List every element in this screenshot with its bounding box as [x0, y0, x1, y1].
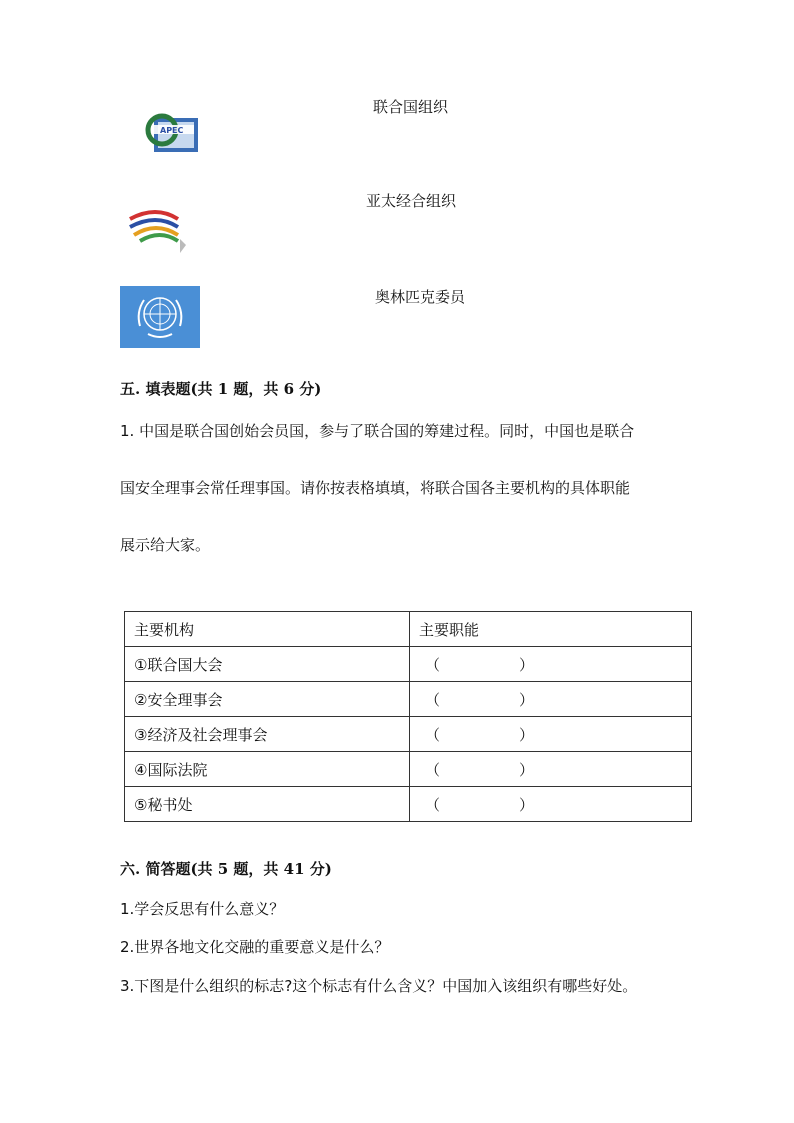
section5-title: 五. 填表题(共 1 题，共 6 分) — [120, 380, 322, 398]
table-header-row — [125, 612, 692, 647]
table-cell-blank[interactable] — [410, 752, 692, 787]
apec-logo-image — [140, 110, 198, 152]
blank-open-paren: （ — [425, 725, 441, 744]
section6-question-2: 2.世界各地文化交融的重要意义是什么？ — [120, 938, 390, 956]
blank-close-paren: ） — [519, 655, 535, 674]
section6-question-3: 3.下图是什么组织的标志?这个标志有什么含义？中国加入该组织有哪些好处。 — [120, 977, 638, 995]
wto-logo — [126, 203, 190, 255]
table-cell-org: ①联合国大会 — [125, 647, 410, 682]
blank-close-paren: ） — [519, 760, 535, 779]
match-label-1: 联合国组织 — [373, 98, 449, 116]
un-emblem-image — [120, 286, 200, 348]
table-cell-org: ④国际法院 — [125, 752, 410, 787]
blank-open-paren: （ — [425, 655, 441, 674]
table-cell-org: ②安全理事会 — [125, 682, 410, 717]
un-emblem — [120, 286, 200, 348]
blank-close-paren: ） — [519, 690, 535, 709]
table-row — [125, 787, 692, 822]
section5-question-line-3: 展示给大家。 — [120, 536, 211, 554]
table-cell-org: ⑤秘书处 — [125, 787, 410, 822]
section5-question-line-1: 1. 中国是联合国创始会员国，参与了联合国的筹建过程。同时，中国也是联合 — [120, 422, 635, 440]
blank-open-paren: （ — [425, 795, 441, 814]
section6-title: 六. 简答题(共 5 题，共 41 分) — [120, 860, 332, 878]
match-label-2: 亚太经合组织 — [366, 192, 457, 210]
table-row — [125, 717, 692, 752]
table-cell-blank[interactable] — [410, 647, 692, 682]
section5-question-line-2: 国安全理事会常任理事国。请你按表格填填，将联合国各主要机构的具体职能 — [120, 479, 631, 497]
apec-logo — [140, 110, 198, 152]
table-row — [125, 647, 692, 682]
table-row — [125, 682, 692, 717]
apec-logo-text: APEC — [160, 126, 184, 135]
section6-question-1: 1.学会反思有什么意义？ — [120, 900, 285, 918]
functions-table — [124, 611, 692, 822]
table-row — [125, 752, 692, 787]
table-header-function: 主要职能 — [410, 612, 692, 647]
table-cell-org: ③经济及社会理事会 — [125, 717, 410, 752]
blank-close-paren: ） — [519, 795, 535, 814]
blank-open-paren: （ — [425, 690, 441, 709]
table-cell-blank[interactable] — [410, 787, 692, 822]
wto-logo-image — [126, 203, 190, 255]
table-header-org: 主要机构 — [125, 612, 410, 647]
table-cell-blank[interactable] — [410, 682, 692, 717]
blank-close-paren: ） — [519, 725, 535, 744]
table-cell-blank[interactable] — [410, 717, 692, 752]
blank-open-paren: （ — [425, 760, 441, 779]
match-label-3: 奥林匹克委员 — [375, 288, 466, 306]
